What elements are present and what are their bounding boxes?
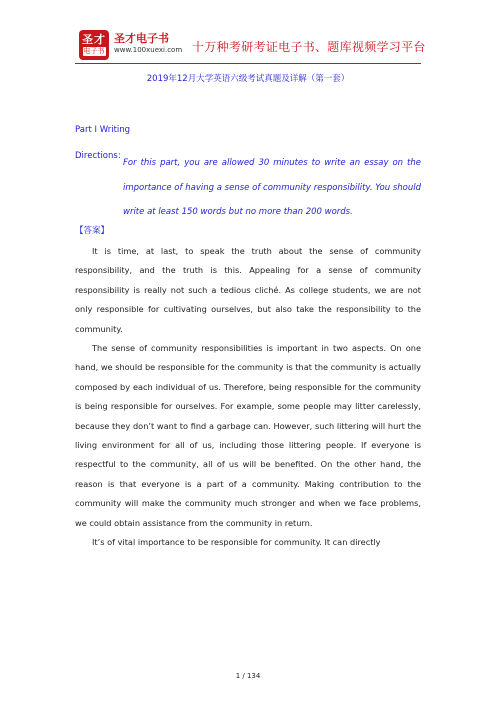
essay-paragraph: It’s of vital importance to be responsible for community. It can directly	[92, 537, 381, 548]
brand-name: 圣才电子书	[114, 32, 169, 45]
logo-top-text: 圣才	[82, 33, 106, 46]
answer-label: 【答案】	[75, 226, 110, 236]
part-heading: Part I Writing	[75, 125, 131, 135]
logo-bottom-text: 电子书	[83, 47, 105, 55]
header-slogan: 十万种考研考证电子书、题库视频学习平台	[192, 40, 426, 54]
directions-label: Directions:	[75, 151, 121, 161]
document-title: 2019年12月大学英语六级考试真题及详解（第一套）	[146, 74, 350, 84]
essay-paragraph: The sense of community responsibilities is important in two aspects. On one hand, we should be responsible for the community is that the community is actually composed by each individual of us. Therefore, being responsible for the community is being responsible for ourselves. For example, some people may litter carelessly, because they don’t want to find a garbage can. However, such littering will hurt the living environment for all of us, including those littering people. If everyone is respectful to the community, all of us will be benefited. On the other hand, the reason is that everyone is a part of a community. Making contribution to the community will make the community much stronger and when we face problems, we could obtain assistance from the community in return.	[75, 343, 421, 528]
header-divider	[75, 63, 421, 64]
brand-logo-icon	[79, 30, 109, 60]
page-number: 1 / 134	[235, 672, 261, 680]
directions-text: For this part, you are allowed 30 minutes to write an essay on the importance of having a sense of community responsibility. You should write at least 150 words but no more than 200 words.	[123, 158, 421, 217]
page-header	[0, 0, 496, 62]
essay-paragraph: It is time, at last, to speak the truth about the sense of community responsibility, and the truth is this. Appealing for a sense of community responsibility is really not such a tedious cliché. As college students, we are not only responsible for cultivating ourselves, but also take the responsibility to the community.	[75, 246, 421, 334]
brand-url[interactable]: www.100xuexi.com	[114, 46, 183, 54]
essay-body	[75, 242, 421, 553]
